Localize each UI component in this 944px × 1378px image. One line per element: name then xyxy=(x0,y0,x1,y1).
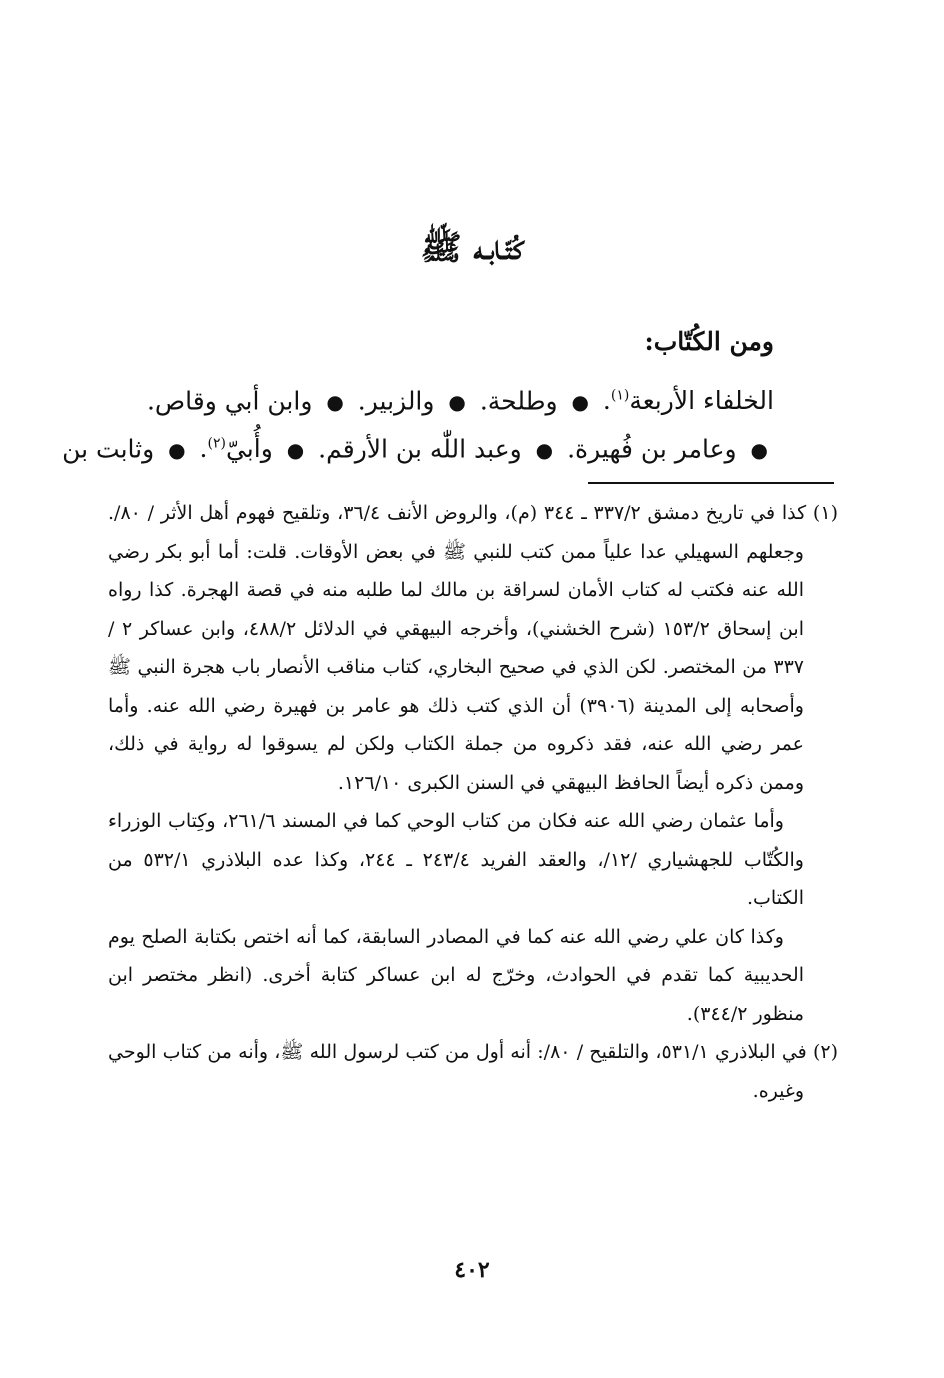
footnote-1-paragraph: وأما عثمان رضي الله عنه فكان من كتاب الوحي كما في المسند ٢٦١/٦، وكِتاب الوزراء والكُتّاب للجهشياري /١٢/، والعقد الفريد ٢٤٣/٤ ـ ٢٤٤، وكذا عده البلاذري ٥٣٢/١ من الكتاب. xyxy=(108,810,804,909)
bullet-icon: ● xyxy=(571,390,589,415)
text-segment: والزبير. xyxy=(357,386,435,416)
text-segment: وأُبيّ$^{(٢)}$. xyxy=(199,434,273,464)
section-label: ومن الكُتّاب: xyxy=(644,327,774,356)
text-segment: الخلفاء الأربعة$^{(١)}$. xyxy=(602,386,774,416)
bullet-icon: ● xyxy=(750,438,768,463)
bullet-icon: ● xyxy=(168,438,186,463)
main-text-line xyxy=(62,420,774,474)
page-number: ٤٠٢ xyxy=(454,1257,490,1283)
footnote-1: (١) كذا في تاريخ دمشق ٣٣٧/٢ ـ ٣٤٤ (م)، والروض الأنف ٣٦/٤، وتلقيح فهوم أهل الأثر / ٨٠/. وجعلهم السهيلي عدا علياً ممن كتب للنبي ﷺ في بعض الأوقات. قلت: أما أبو بكر رضي الله عنه فكتب له كتاب الأمان لسراقة بن مالك لما طلبه منه في قصة الهجرة. كذا رواه ابن إسحاق ١٥٣/٢ (شرح الخشني)، وأخرجه البيهقي في الدلائل ٤٨٨/٢، وابن عساكر ٢ / ٣٣٧ من المختصر. لكن الذي في صحيح البخاري، كتاب مناقب الأنصار باب هجرة النبي ﷺ وأصحابه إلى المدينة (٣٩٠٦) أن الذي كتب ذلك هو عامر بن فهيرة رضي الله عنه. وأما عمر رضي الله عنه، فقد ذكروه من جملة الكتاب ولكن لم يسوقوا له رواية في ذلك، وممن ذكره أيضاً الحافظ البيهقي في السنن الكبرى ١٢٦/١٠. xyxy=(108,502,838,794)
bullet-icon: ● xyxy=(535,438,554,463)
bullet-icon: ● xyxy=(448,390,466,415)
text-segment: وثابت بن xyxy=(62,434,155,464)
footnote-1-paragraph: وكذا كان علي رضي الله عنه كما في المصادر السابقة، كما أنه اختص بكتابة الصلح يوم الحديبية كما تقدم في الحوادث، وخرّج له ابن عساكر كتابة أخرى. (انظر مختصر ابن منظور ٣٤٤/٢). xyxy=(108,925,804,1025)
footnote-ref: (١) xyxy=(610,388,630,404)
text-segment: وعبد اللّٰه بن الأرقم. xyxy=(318,434,522,464)
bullet-icon: ● xyxy=(326,390,344,415)
footnote-ref: (٢) xyxy=(207,436,226,452)
footnote-divider xyxy=(588,482,834,484)
text-segment: وابن أبي وقاص. xyxy=(146,386,313,416)
text-segment: وطلحة. xyxy=(479,386,558,416)
footnotes-block xyxy=(108,494,838,1110)
main-text-line xyxy=(114,372,774,426)
text-segment: وعامر بن فُهيرة. xyxy=(567,434,737,464)
bullet-icon: ● xyxy=(286,438,305,463)
page-title: كُتّـابـه ﷺ xyxy=(420,228,524,268)
footnote-2: (٢) في البلاذري ٥٣١/١، والتلقيح / ٨٠/: أنه أول من كتب لرسول الله ﷺ، وأنه من كتاب الوحي وغيره. xyxy=(108,1041,838,1102)
